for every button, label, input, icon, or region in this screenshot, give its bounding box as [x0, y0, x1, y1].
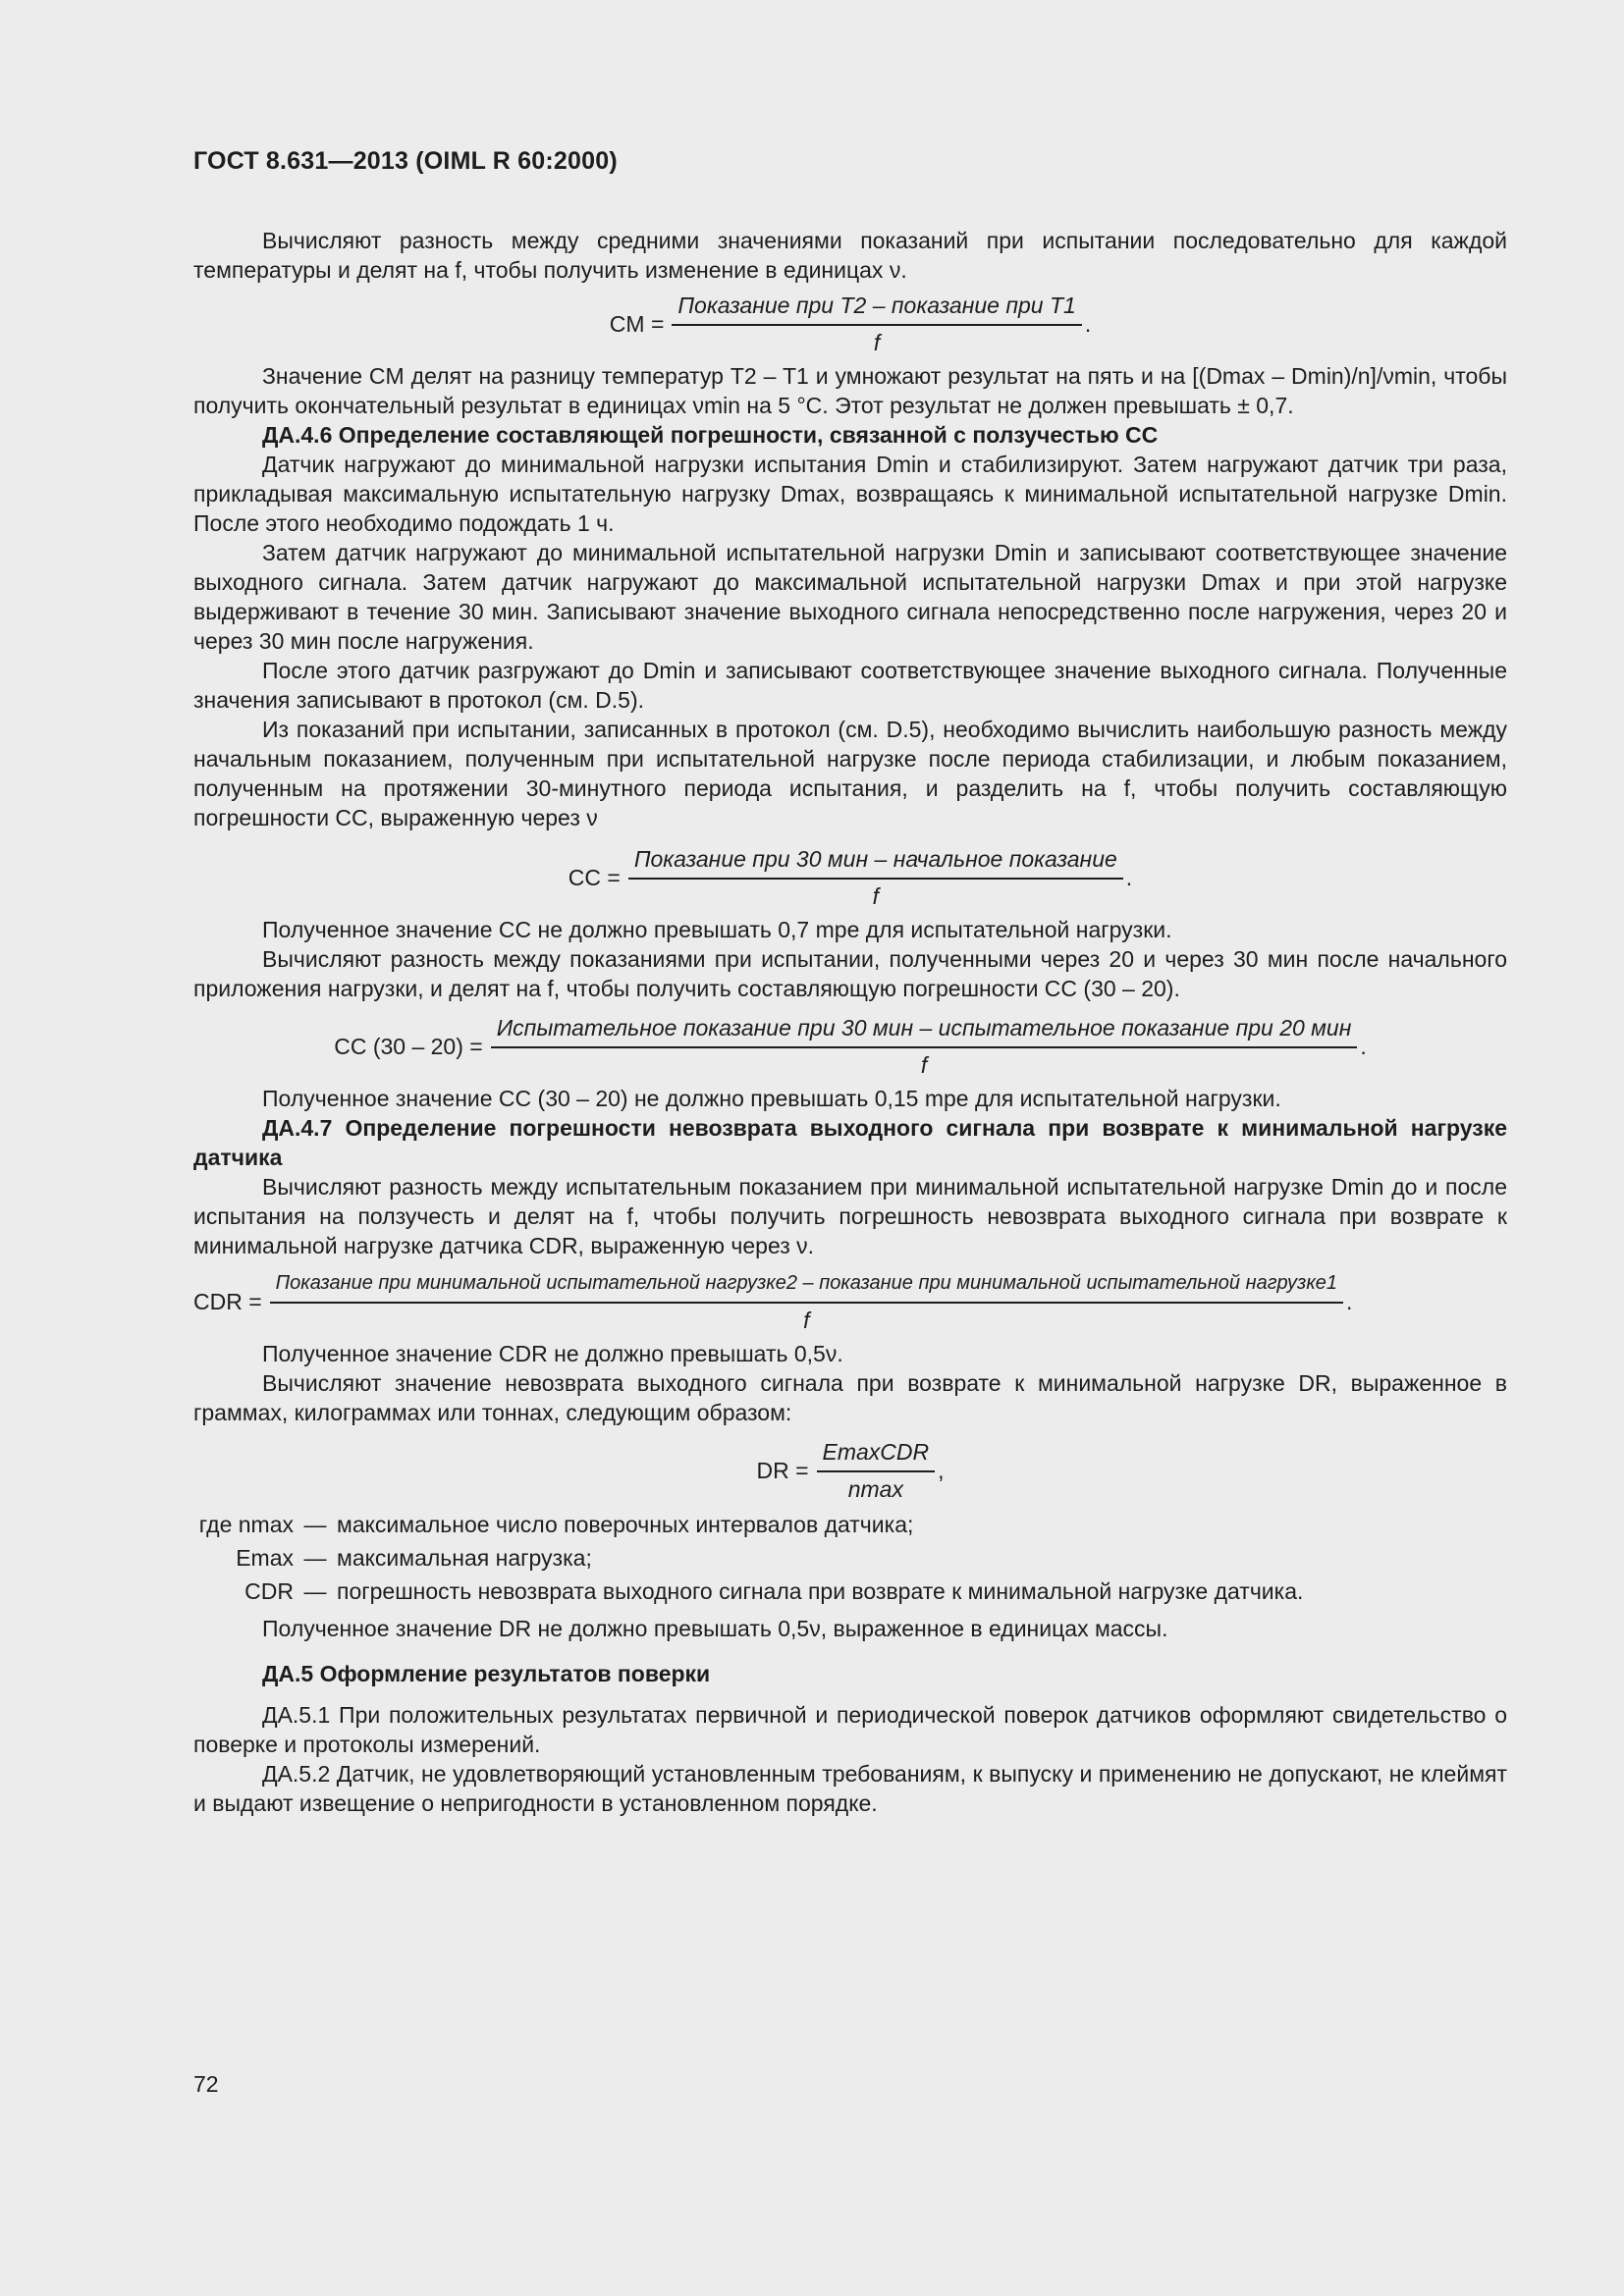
definition-row: [193, 1508, 1507, 1541]
formula-cdr: [193, 1268, 1507, 1335]
definition-row: [193, 1541, 1507, 1575]
paragraph: Вычисляют значение невозврата выходного сигнала при возврате к минимальной нагрузке DR, выраженное в граммах, килограммах или тоннах, следующим образом:: [193, 1370, 1507, 1425]
section-heading-da46: ДА.4.6 Определение составляющей погрешности, связанной с ползучестью CC: [262, 422, 1159, 448]
section-heading-da5: ДА.5 Оформление результатов поверки: [262, 1661, 711, 1686]
paragraph: Полученное значение CDR не должно превышать 0,5ν.: [262, 1341, 843, 1366]
formula-lhs: CC =: [568, 865, 621, 890]
fraction-denominator: f: [872, 883, 880, 909]
paragraph: Значение CM делят на разницу температур T2 – T1 и умножают результат на пять и на [(Dmax – Dmin)/n]/νmin, чтобы получить окончательный результат в единицах νmin на 5 °C. Этот результат не должен превышать ± 0,7.: [193, 363, 1507, 418]
formula-cc-30-20: [193, 1013, 1507, 1080]
definition-symbol: Emax: [236, 1545, 294, 1571]
fraction-numerator: Испытательное показание при 30 мин – испытательное показание при 20 мин: [491, 1013, 1358, 1048]
fraction-denominator: f: [873, 330, 881, 355]
symbol-definitions: [193, 1508, 1507, 1608]
paragraph: Датчик нагружают до минимальной нагрузки испытания Dmin и стабилизируют. Затем нагружают датчик три раза, прикладывая максимальную испытательную нагрузку Dmax, возвращаясь к минимальной испытательной нагрузке Dmin. После этого необходимо подождать 1 ч.: [193, 452, 1507, 536]
paragraph: Затем датчик нагружают до минимальной испытательной нагрузки Dmin и записывают соответствующее значение выходного сигнала. Затем датчик нагружают до максимальной испытательной нагрузки Dmax и при этой нагрузке выдерживают в течение 30 мин. Записывают значение выходного сигнала непосредственно после нагружения, через 20 и через 30 мин после нагружения.: [193, 540, 1507, 654]
document-header: ГОСТ 8.631—2013 (OIML R 60:2000): [193, 147, 618, 175]
formula-lhs: DR =: [756, 1458, 809, 1483]
definition-symbol: CDR: [244, 1578, 294, 1604]
fraction-numerator: Показание при минимальной испытательной нагрузке2 – показание при минимальной испытательной нагрузке1: [270, 1268, 1343, 1304]
fraction: [270, 1268, 1343, 1335]
formula-cc: [193, 844, 1507, 911]
definition-dash: —: [303, 1578, 327, 1604]
definition-row: [193, 1575, 1507, 1608]
formula-punct: .: [1125, 865, 1133, 890]
definition-dash: —: [303, 1545, 327, 1571]
definition-text: максимальное число поверочных интервалов датчика;: [337, 1512, 914, 1537]
paragraph: Вычисляют разность между показаниями при испытании, полученными через 20 и через 30 мин после начального приложения нагрузки, и делят на f, чтобы получить составляющую погрешности CC (30 – 20).: [193, 946, 1507, 1001]
paragraph: Из показаний при испытании, записанных в протокол (см. D.5), необходимо вычислить наибольшую разность между начальным показанием, полученным при испытательной нагрузке после периода стабилизации, и любым показанием, полученным на протяжении 30-минутного периода испытания, и разделить на f, чтобы получить составляющую погрешности CC, выраженную через ν: [193, 717, 1507, 830]
document-body: [193, 226, 1507, 1818]
fraction: [672, 291, 1081, 357]
fraction: [628, 844, 1123, 911]
page-number: 72: [193, 2071, 219, 2097]
fraction-numerator: Показание при 30 мин – начальное показание: [628, 844, 1123, 880]
formula-punct: .: [1084, 311, 1092, 337]
definition-dash: —: [303, 1512, 327, 1537]
fraction: [491, 1013, 1358, 1080]
paragraph: Полученное значение CC (30 – 20) не должно превышать 0,15 mpe для испытательной нагрузки.: [262, 1086, 1281, 1111]
formula-punct: .: [1346, 1289, 1353, 1314]
fraction-denominator: f: [920, 1052, 928, 1078]
fraction-denominator: f: [803, 1308, 810, 1333]
paragraph: ДА.5.2 Датчик, не удовлетворяющий установленным требованиям, к выпуску и применению не допускают, не клеймят и выдают извещение о непригодности в установленном порядке.: [193, 1761, 1507, 1816]
paragraph: Полученное значение DR не должно превышать 0,5ν, выраженное в единицах массы.: [262, 1616, 1168, 1641]
paragraph: ДА.5.1 При положительных результатах первичной и периодической поверок датчиков оформляют свидетельство о поверке и протоколы измерений.: [193, 1702, 1507, 1757]
fraction-numerator: EmaxCDR: [817, 1437, 936, 1472]
section-heading-da47: ДА.4.7 Определение погрешности невозврата выходного сигнала при возврате к минимальной нагрузке датчика: [193, 1115, 1507, 1170]
formula-lhs: CC (30 – 20) =: [334, 1034, 483, 1059]
fraction-denominator: nmax: [847, 1476, 903, 1502]
fraction: [817, 1437, 936, 1504]
paragraph: Полученное значение CC не должно превышать 0,7 mpe для испытательной нагрузки.: [262, 917, 1172, 942]
definition-symbol: где nmax: [198, 1512, 294, 1537]
formula-lhs: CM =: [609, 311, 665, 337]
fraction-numerator: Показание при T2 – показание при T1: [672, 291, 1081, 326]
paragraph: После этого датчик разгружают до Dmin и записывают соответствующее значение выходного сигнала. Полученные значения записывают в протокол (см. D.5).: [193, 658, 1507, 713]
definition-text: погрешность невозврата выходного сигнала при возврате к минимальной нагрузке датчика.: [337, 1578, 1304, 1604]
formula-cm: [193, 291, 1507, 357]
formula-punct: ,: [938, 1458, 945, 1483]
definition-text: максимальная нагрузка;: [337, 1545, 592, 1571]
formula-dr: [193, 1437, 1507, 1504]
paragraph: Вычисляют разность между средними значениями показаний при испытании последовательно для каждой температуры и делят на f, чтобы получить изменение в единицах ν.: [193, 228, 1507, 283]
paragraph: Вычисляют разность между испытательным показанием при минимальной испытательной нагрузке Dmin до и после испытания на ползучесть и делят на f, чтобы получить погрешность невозврата выходного сигнала при возврате к минимальной нагрузке датчика CDR, выраженную через ν.: [193, 1174, 1507, 1258]
formula-lhs: CDR =: [193, 1289, 262, 1314]
formula-punct: .: [1360, 1034, 1367, 1059]
